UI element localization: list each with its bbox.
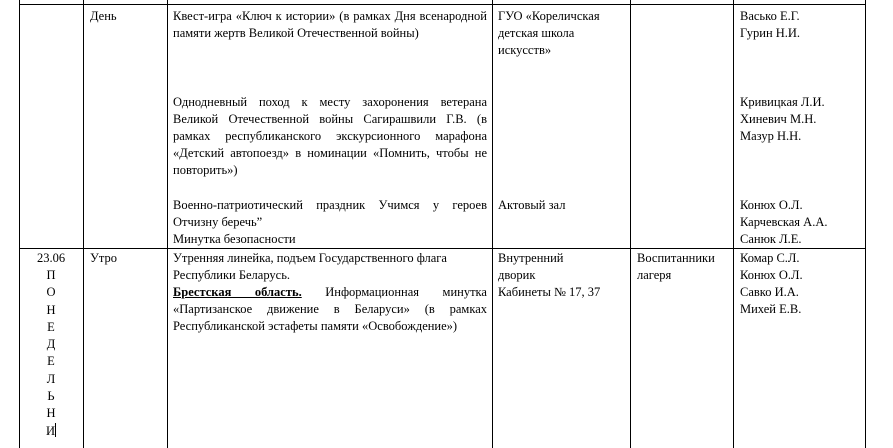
- responsible-name: Конюх О.Л.: [740, 268, 803, 282]
- responsible-name: Хиневич М.Н.: [740, 112, 817, 126]
- row1-event-safety: Минутка безопасности: [173, 232, 296, 246]
- row2-event-lineup: Утренняя линейка, подъем Государственного флага Республики Беларусь.: [173, 251, 447, 282]
- row2-date: 23.06: [36, 251, 66, 265]
- responsible-name: Комар С.Л.: [740, 251, 800, 265]
- responsible-name: Савко И.А.: [740, 285, 799, 299]
- day-letter: О: [46, 285, 56, 300]
- border-col5: [733, 0, 734, 448]
- border-right: [865, 0, 866, 448]
- row-divider: [19, 248, 866, 249]
- row1-event-hike: Однодневный поход к месту захоронения ветерана Великой Отечественной войны Сагирашвили Г.В. (в рамках республиканского экскурсионного марафона «Детский автопоезд» в номинации «Помнить, чтобы не повторить»): [173, 95, 487, 177]
- row2-place-yard: Внутренний дворик: [498, 251, 564, 282]
- row1-place-hall: Актовый зал: [498, 198, 566, 212]
- row2-day-vertical: [20, 267, 82, 440]
- info-minute-text: Информационная минутка «Партизанское движение в Беларуси» (в рамках Республиканской эстафеты памяти «Освобождение»): [173, 285, 487, 333]
- text-cursor: [55, 423, 56, 437]
- responsible-name: Кривицкая Л.И.: [740, 95, 825, 109]
- day-letter: Н: [46, 302, 56, 317]
- row1-place-school: ГУО «Кореличская детская школа искусств»: [498, 9, 600, 57]
- responsible-name: Санюк Л.Е.: [740, 232, 802, 246]
- day-letter: Д: [46, 337, 56, 352]
- responsible-name: Мазур Н.Н.: [740, 129, 802, 143]
- border-col4: [630, 0, 631, 448]
- row1-responsible-group2: [740, 94, 825, 145]
- region-label: Брестская область.: [173, 285, 302, 299]
- row1-event-quest: Квест-игра «Ключ к истории» (в рамках Дня всенародной памяти жертв Великой Отечественной войны): [173, 9, 487, 40]
- row1-event-holiday: Военно-патриотический праздник Учимся у героев Отчизну беречь”: [173, 198, 487, 229]
- responsible-name: Михей Е.В.: [740, 302, 802, 316]
- border-top: [19, 4, 866, 5]
- row1-time: День: [90, 9, 117, 23]
- row2-responsible: [740, 250, 803, 318]
- row2-participants: Воспитанники лагеря: [637, 251, 715, 282]
- day-letter-last[interactable]: [20, 423, 82, 440]
- border-col3: [492, 0, 493, 448]
- border-col2: [167, 0, 168, 448]
- day-letter: Н: [46, 406, 56, 421]
- day-letter: Е: [47, 319, 55, 334]
- day-letter: И: [45, 423, 56, 438]
- responsible-name: Конюх О.Л.: [740, 198, 803, 212]
- row2-event-info: [173, 284, 487, 335]
- responsible-name: Карчевская А.А.: [740, 215, 828, 229]
- responsible-name: Васько Е.Г.: [740, 9, 800, 23]
- day-letter: Л: [46, 371, 56, 386]
- row2-place-rooms: Кабинеты № 17, 37: [498, 285, 601, 299]
- day-letter: Е: [47, 354, 55, 369]
- row1-responsible-group3: [740, 197, 827, 248]
- day-letter: Ь: [47, 389, 55, 404]
- border-col1: [83, 0, 84, 448]
- row2-time: Утро: [90, 251, 117, 265]
- responsible-name: Гурин Н.И.: [740, 26, 801, 40]
- day-letter: П: [46, 268, 56, 282]
- row1-responsible-group1: [740, 8, 800, 42]
